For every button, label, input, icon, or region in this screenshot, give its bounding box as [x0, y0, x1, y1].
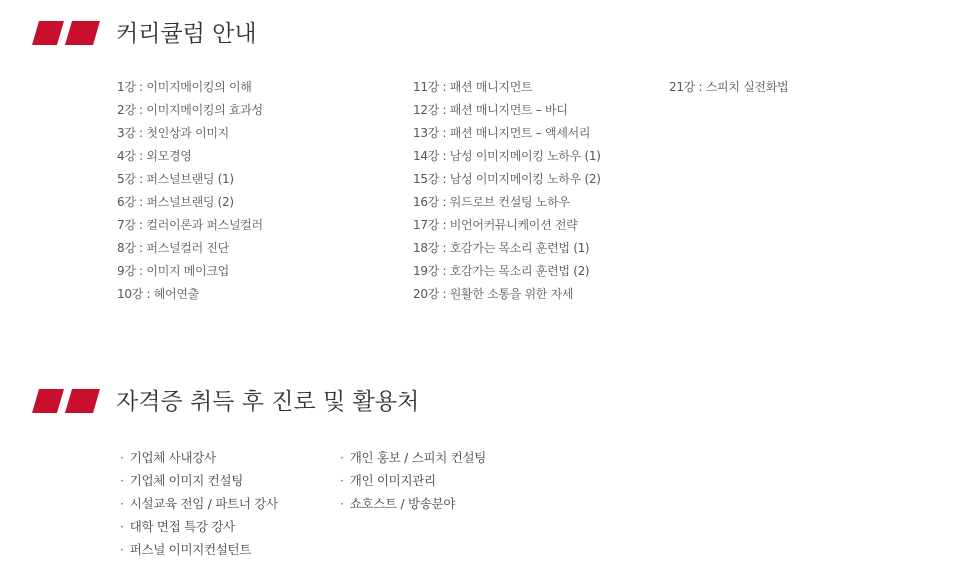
list-item	[120, 469, 278, 492]
list-item-label: 쇼호스트 / 방송분야	[349, 496, 456, 511]
curriculum-item: 17강 : 비언어커뮤니케이션 전략	[413, 218, 578, 232]
red-slash-bars-icon	[32, 21, 100, 45]
curriculum-item: 15강 : 남성 이미지메이킹 노하우 (2)	[413, 172, 601, 186]
slash-bar-1	[32, 21, 64, 45]
curriculum-item: 13강 : 패션 매니지먼트 – 액세서리	[413, 126, 591, 140]
curriculum-item: 6강 : 퍼스널브랜딩 (2)	[117, 195, 234, 209]
list-item-label: 퍼스널 이미지컨설턴트	[129, 542, 252, 557]
list-item	[340, 446, 486, 469]
curriculum-item: 21강 : 스피치 실전화법	[669, 80, 789, 94]
curriculum-title: 커리큘럼 안내	[116, 21, 257, 47]
qualification-column-1	[120, 446, 278, 561]
curriculum-item: 3강 : 첫인상과 이미지	[117, 126, 229, 140]
bullet-dot: ·	[120, 519, 124, 534]
curriculum-item: 1강 : 이미지메이킹의 이해	[117, 80, 252, 94]
curriculum-item: 16강 : 워드로브 컨설팅 노하우	[413, 195, 570, 209]
curriculum-column-1	[117, 76, 263, 306]
bullet-dot: ·	[120, 450, 124, 465]
curriculum-item: 20강 : 원활한 소통을 위한 자세	[413, 287, 574, 301]
curriculum-item: 5강 : 퍼스널브랜딩 (1)	[117, 172, 234, 186]
curriculum-item: 2강 : 이미지메이킹의 효과성	[117, 103, 263, 117]
curriculum-item: 12강 : 패션 매니지먼트 – 바디	[413, 103, 568, 117]
list-item-label: 대학 면접 특강 강사	[129, 519, 235, 534]
bullet-dot: ·	[340, 473, 344, 488]
list-item	[120, 515, 278, 538]
slash-bar-1	[32, 389, 64, 413]
slash-bar-2	[65, 21, 100, 45]
bullet-dot: ·	[340, 496, 344, 511]
curriculum-item: 18강 : 호감가는 목소리 훈련법 (1)	[413, 241, 590, 255]
list-item-label: 개인 홍보 / 스피치 컨설팅	[349, 450, 487, 465]
list-item-label: 개인 이미지관리	[349, 473, 436, 488]
curriculum-item: 9강 : 이미지 메이크업	[117, 264, 229, 278]
curriculum-item: 11강 : 패션 매니지먼트	[413, 80, 533, 94]
list-item	[340, 492, 486, 515]
bullet-dot: ·	[120, 542, 124, 557]
bullet-dot: ·	[340, 450, 344, 465]
curriculum-item: 14강 : 남성 이미지메이킹 노하우 (1)	[413, 149, 601, 163]
bullet-dot: ·	[120, 473, 124, 488]
list-item	[120, 538, 278, 561]
curriculum-column-3	[669, 76, 788, 99]
list-item	[340, 469, 486, 492]
qualification-title: 자격증 취득 후 진로 및 활용처	[116, 389, 420, 415]
list-item-label: 기업체 사내강사	[129, 450, 216, 465]
list-item	[120, 446, 278, 469]
slash-bar-2	[65, 389, 100, 413]
curriculum-item: 7강 : 컬러이론과 퍼스널컬러	[117, 218, 263, 232]
red-slash-bars-icon	[32, 389, 100, 413]
list-item	[120, 492, 278, 515]
curriculum-item: 4강 : 외모경영	[117, 149, 192, 163]
curriculum-item: 8강 : 퍼스널컬러 진단	[117, 241, 229, 255]
list-item-label: 기업체 이미지 컨설팅	[129, 473, 244, 488]
curriculum-item: 10강 : 헤어연출	[117, 287, 199, 301]
list-item-label: 시설교육 전임 / 파트너 강사	[129, 496, 278, 511]
curriculum-item: 19강 : 호감가는 목소리 훈련법 (2)	[413, 264, 590, 278]
bullet-dot: ·	[120, 496, 124, 511]
curriculum-column-2	[413, 76, 601, 306]
qualification-column-2	[340, 446, 486, 515]
